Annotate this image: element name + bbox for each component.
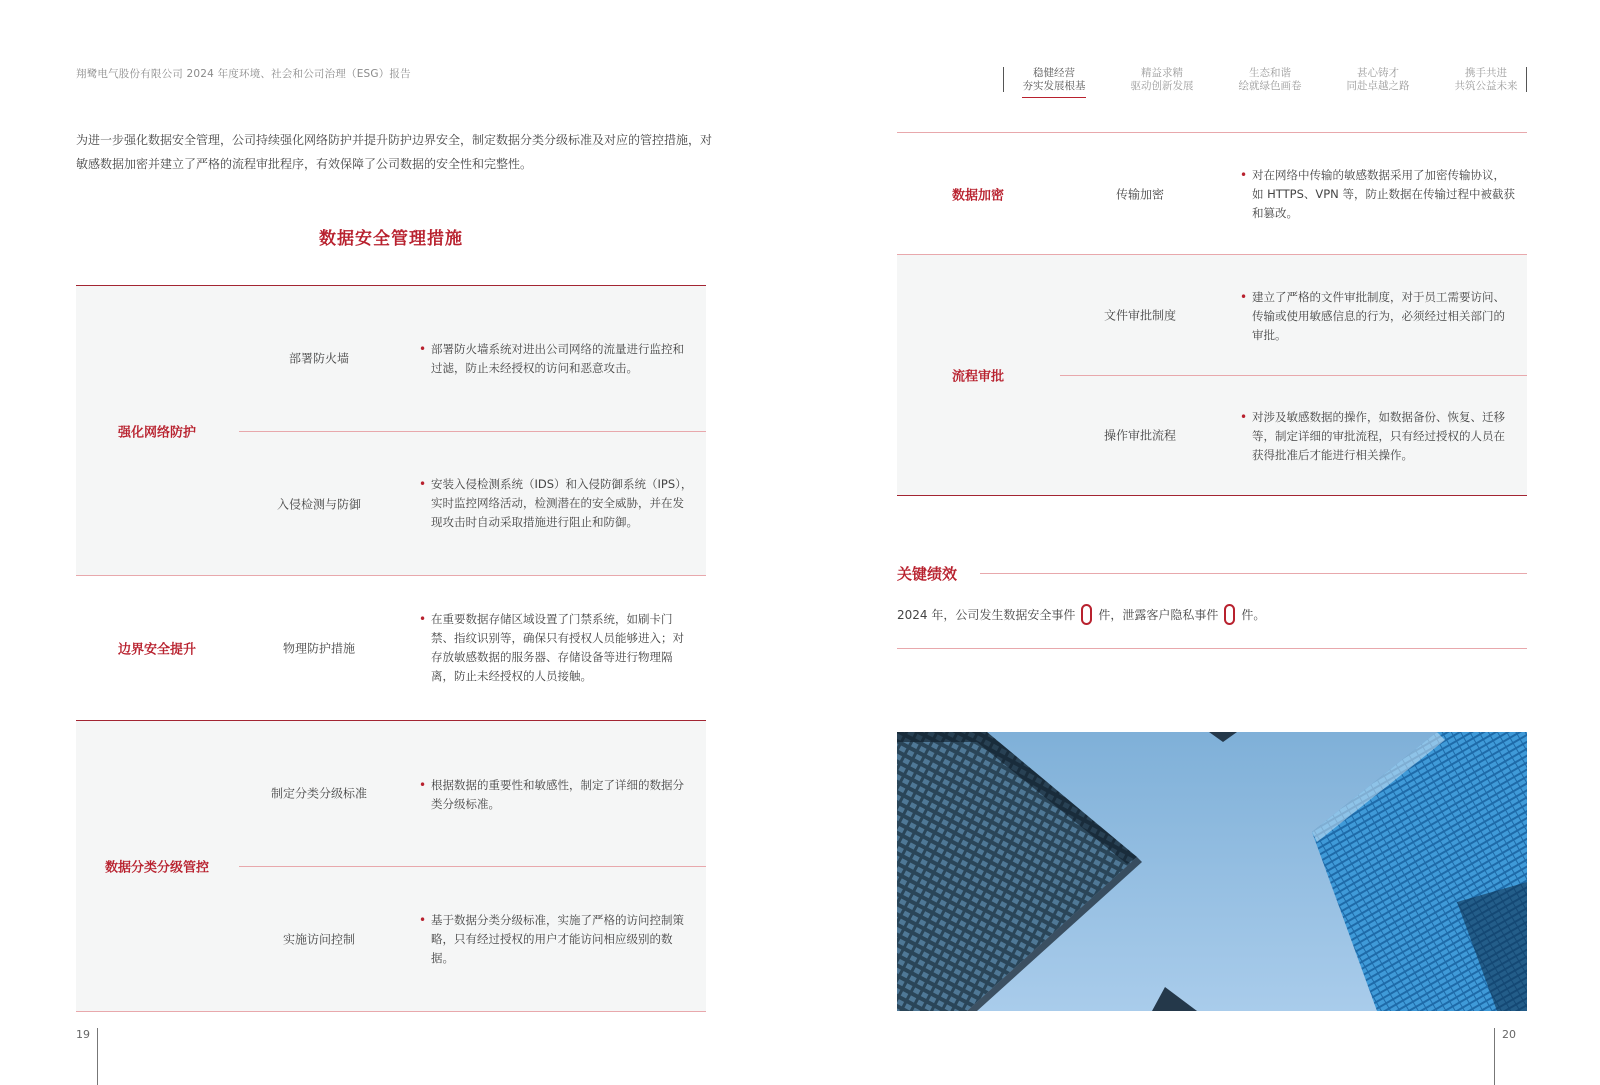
item-description: • 部署防火墙系统对进出公司网络的流量进行监控和过滤，防止未经授权的访问和恶意攻击。 — [419, 340, 694, 378]
table-group-encryption — [897, 132, 1527, 254]
nav-item-1[interactable] — [1004, 67, 1104, 93]
kpi-statement — [897, 604, 1265, 625]
section-title: 数据安全管理措施 — [319, 229, 463, 249]
nav-item-2-line2: 驱动创新发展 — [1130, 80, 1194, 92]
item-description: • 对在网络中传输的敏感数据采用了加密传输协议，如 HTTPS、VPN 等，防止数据在传输过程中被截获和篡改。 — [1240, 166, 1515, 223]
category-label: 流程审批 — [951, 369, 1005, 385]
table-group-boundary — [76, 575, 706, 720]
nav-item-2[interactable] — [1112, 67, 1212, 93]
item-description: • 建立了严格的文件审批制度，对于员工需要访问、传输或使用敏感信息的行为，必须经过相关部门的审批。 — [1240, 288, 1515, 345]
nav-item-5-line1: 携手共进 — [1465, 67, 1507, 79]
kpi-value-data-incidents — [1081, 604, 1092, 625]
row-divider — [1060, 375, 1527, 376]
nav-item-5-line2: 共筑公益未来 — [1454, 80, 1518, 92]
nav-item-1-line2: 夯实发展根基 — [1022, 80, 1086, 92]
skyscraper-photo — [897, 732, 1527, 1011]
item-name: 操作审批流程 — [1103, 428, 1177, 443]
item-description: • 根据数据的重要性和敏感性，制定了详细的数据分类分级标准。 — [419, 776, 694, 814]
row-divider — [239, 866, 706, 867]
kpi-text-middle: 件，泄露客户隐私事件 — [1098, 608, 1219, 622]
nav-item-3[interactable] — [1220, 67, 1320, 93]
row-divider — [239, 431, 706, 432]
item-name: 部署防火墙 — [288, 351, 350, 366]
kpi-title: 关键绩效 — [897, 565, 958, 583]
category-label: 数据加密 — [951, 188, 1005, 204]
page-rule-left — [97, 1028, 98, 1085]
skyscraper-illustration — [897, 732, 1527, 1011]
kpi-value-privacy-incidents — [1224, 604, 1235, 625]
nav-item-5[interactable] — [1436, 67, 1536, 93]
kpi-title-rule — [980, 573, 1527, 574]
category-label: 数据分类分级管控 — [104, 860, 210, 876]
table-group-approval — [897, 254, 1527, 496]
kpi-bottom-rule — [897, 648, 1527, 649]
item-description: • 基于数据分类分级标准，实施了严格的访问控制策略，只有经过授权的用户才能访问相应级别的数据。 — [419, 911, 694, 968]
item-description: • 安装入侵检测系统（IDS）和入侵防御系统（IPS），实时监控网络活动，检测潜在的安全威胁，并在发现攻击时自动采取措施进行阻止和防御。 — [419, 475, 694, 532]
page-rule-right — [1494, 1028, 1495, 1085]
item-description: • 对涉及敏感数据的操作，如数据备份、恢复、迁移等，制定详细的审批流程，只有经过授权的人员在获得批准后才能进行相关操作。 — [1240, 408, 1515, 465]
item-name: 文件审批制度 — [1103, 308, 1177, 323]
item-name: 实施访问控制 — [282, 932, 356, 947]
category-label: 强化网络防护 — [117, 425, 197, 441]
table-group-network — [76, 285, 706, 575]
nav-item-1-line1: 稳健经营 — [1033, 67, 1075, 79]
item-description: • 在重要数据存储区域设置了门禁系统，如刷卡门禁、指纹识别等，确保只有授权人员能够进入；对存放敏感数据的服务器、存储设备等进行物理隔离，防止未经授权的人员接触。 — [419, 610, 694, 686]
category-label: 边界安全提升 — [117, 642, 197, 658]
item-name: 制定分类分级标准 — [270, 786, 368, 801]
nav-item-4-line2: 同赴卓越之路 — [1346, 80, 1410, 92]
report-title: 翔鹭电气股份有限公司 2024 年度环境、社会和公司治理（ESG）报告 — [76, 68, 411, 80]
nav-item-4-line1: 甚心铸才 — [1357, 67, 1399, 79]
chapter-nav — [1003, 67, 1527, 92]
table-group-classification — [76, 720, 706, 1012]
item-name: 入侵检测与防御 — [276, 497, 362, 512]
page-number-left: 19 — [76, 1028, 90, 1041]
page-number-right: 20 — [1502, 1028, 1516, 1041]
item-name: 传输加密 — [1115, 187, 1165, 202]
kpi-text-after: 件。 — [1241, 608, 1266, 622]
intro-paragraph: 为进一步强化数据安全管理，公司持续强化网络防护并提升防护边界安全，制定数据分类分级标准及对应的管控措施，对敏感数据加密并建立了严格的流程审批程序，有效保障了公司数据的安全性和完整性。 — [76, 133, 713, 171]
nav-item-3-line1: 生态和谐 — [1249, 67, 1291, 79]
item-name: 物理防护措施 — [282, 641, 356, 656]
kpi-text-before: 2024 年，公司发生数据安全事件 — [897, 608, 1076, 622]
nav-item-2-line1: 精益求精 — [1141, 67, 1183, 79]
nav-item-4[interactable] — [1328, 67, 1428, 93]
nav-item-3-line2: 绘就绿色画卷 — [1238, 80, 1302, 92]
